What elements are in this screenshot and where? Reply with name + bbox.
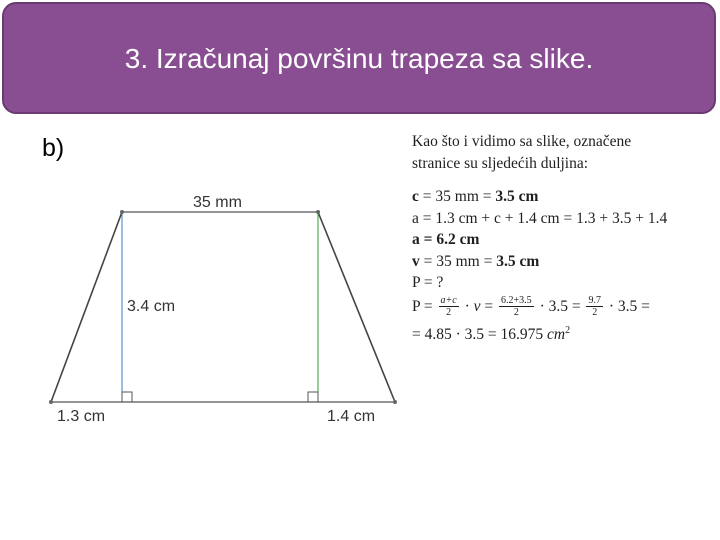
- a-line: a = 1.3 cm + c + 1.4 cm = 1.3 + 3.5 + 1.4: [412, 209, 668, 227]
- fraction-sum: $\frac{6.2+3.5}{2}$: [501, 295, 532, 319]
- left-leg: [51, 212, 122, 402]
- right-angle-right: [308, 392, 318, 402]
- v-symbol: v: [473, 297, 481, 315]
- a-prefix: a =: [412, 231, 437, 248]
- intro-line-2: stranice su sljedećih duljina:: [412, 154, 589, 172]
- v-expr: = 35 mm =: [419, 252, 497, 270]
- vertex-point: [393, 400, 397, 404]
- c-expr: = 35 mm =: [418, 188, 496, 205]
- a-result-line: [412, 229, 712, 251]
- right-leg: [318, 212, 395, 402]
- vertex-point: [120, 210, 124, 214]
- right-label: 1.4 cm: [327, 408, 376, 425]
- c-result: 3.5 cm: [495, 188, 539, 205]
- p-question-line: P = ?: [412, 274, 444, 291]
- p-lhs: P =: [412, 297, 437, 315]
- slide-title: 3. Izračunaj površinu trapeza sa slike.: [124, 43, 594, 74]
- left-label: 1.3 cm: [57, 408, 106, 425]
- top-label: 35 mm: [193, 194, 242, 211]
- height-label: 3.4 cm: [127, 298, 176, 315]
- part-label: b): [42, 134, 65, 162]
- final-result-line: = 4.85 · 3.5 = 16.975 $cm^2$: [412, 324, 571, 343]
- c-line: [412, 186, 712, 208]
- solution-text: [412, 131, 712, 345]
- vertex-point: [49, 400, 53, 404]
- v-line: [412, 251, 712, 273]
- fraction-a-plus-c: $\frac{a+c}{2}$: [440, 295, 457, 319]
- right-angle-left: [122, 392, 132, 402]
- v-result: 3.5 cm: [496, 252, 540, 270]
- fraction-9-7: $\frac{9.7}{2}$: [588, 295, 601, 319]
- intro-line-1: Kao što i vidimo sa slike, označene: [412, 133, 632, 150]
- p-formula-line: P = $\frac{a+c}{2}$ · v = $\frac{6.2+3.5}{2}$ · 3.5 = $\frac{9.7}{2}$ · 3.5 =: [412, 295, 650, 319]
- c-var: c: [412, 188, 419, 205]
- vertex-point: [316, 210, 320, 214]
- v-var: v: [412, 252, 420, 270]
- a-value: 6.2 cm: [436, 231, 480, 248]
